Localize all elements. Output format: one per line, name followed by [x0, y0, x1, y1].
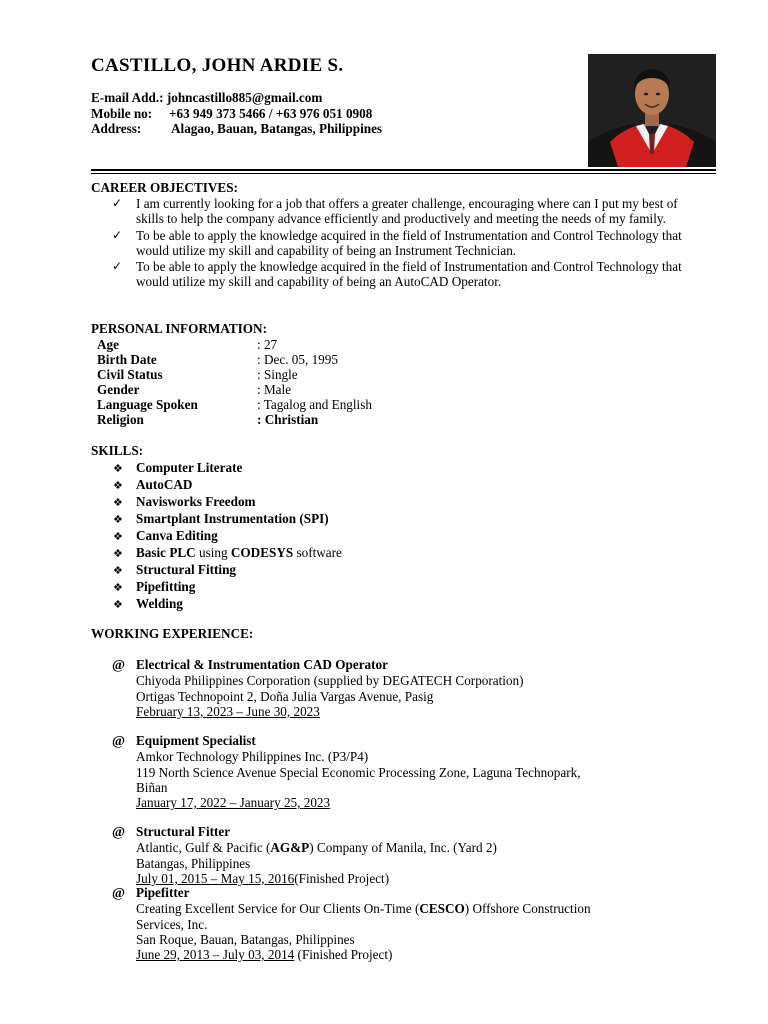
job-company: Chiyoda Philippines Corporation (supplied by DEGATECH Corporation) [136, 673, 524, 689]
personal-info-row [97, 367, 372, 382]
graduation-portrait-image [588, 54, 716, 167]
skill-text: Basic PLC [136, 545, 196, 560]
skill-item [113, 579, 342, 596]
objective-item [112, 259, 692, 290]
skill-item [113, 596, 342, 613]
skill-text: Navisworks Freedom [136, 494, 256, 509]
job-company-abbrev: AG&P [270, 840, 310, 856]
job-dates: January 17, 2022 – January 25, 2023 [136, 795, 331, 811]
personal-info-value: : Dec. 05, 1995 [257, 352, 338, 367]
skill-item [113, 528, 342, 545]
mobile-value: +63 949 373 5466 / +63 976 051 0908 [169, 105, 373, 121]
skill-item [113, 477, 342, 494]
skill-text: Pipefitting [136, 579, 196, 594]
diamond-bullet-icon: ❖ [113, 496, 123, 509]
email-label: E-mail Add.: [91, 90, 164, 105]
career-objectives-heading: CAREER OBJECTIVES: [91, 180, 238, 195]
diamond-bullet-icon: ❖ [113, 564, 123, 577]
check-icon: ✓ [112, 227, 123, 242]
check-icon: ✓ [112, 196, 123, 210]
job-company [112, 840, 497, 855]
job-title: Electrical & Instrumentation CAD Operator [136, 657, 388, 672]
applicant-name: CASTILLO, JOHN ARDIE S. [91, 55, 344, 76]
personal-info-value: : 27 [257, 337, 278, 352]
career-objectives-list [112, 196, 692, 291]
personal-info-key: Age [97, 337, 119, 352]
job-company-abbrev: CESCO [419, 901, 465, 917]
job-title: Equipment Specialist [136, 733, 256, 748]
skill-text-connector: using [195, 545, 231, 560]
job-note: (Finished Project) [294, 870, 390, 886]
job-entry [112, 733, 581, 810]
skill-text: Computer Literate [136, 460, 243, 475]
personal-info-key: Civil Status [97, 367, 163, 382]
skill-text-software: CODESYS [230, 545, 294, 560]
skill-item [113, 460, 342, 477]
diamond-bullet-icon: ❖ [113, 513, 123, 526]
personal-info-row [97, 412, 372, 427]
job-title: Pipefitter [136, 885, 190, 900]
skill-item [113, 545, 342, 562]
job-company-pre: Atlantic, Gulf & Pacific ( [136, 840, 271, 856]
personal-information-heading: PERSONAL INFORMATION: [91, 321, 267, 336]
mobile-row [91, 106, 382, 122]
personal-info-key: Gender [97, 382, 140, 397]
objective-text: To be able to apply the knowledge acquired in the field of Instrumentation and Control Technology that would utilize my skill and capability of being an AutoCAD Operator. [136, 259, 682, 290]
diamond-bullet-icon: ❖ [113, 530, 123, 543]
header-divider-thin [91, 173, 716, 174]
diamond-bullet-icon: ❖ [113, 581, 123, 594]
job-entry [112, 885, 591, 962]
address-row [91, 121, 382, 137]
job-dates: February 13, 2023 – June 30, 2023 [136, 703, 320, 719]
skill-text: Structural Fitting [136, 562, 236, 577]
job-entry [112, 657, 524, 719]
job-company-line2: Services, Inc. [136, 916, 208, 932]
personal-info-key: Language Spoken [97, 397, 198, 412]
skill-text: AutoCAD [136, 477, 193, 492]
at-bullet-icon: @ [112, 886, 126, 901]
personal-info-value: : Single [257, 367, 298, 382]
at-bullet-icon: @ [112, 658, 126, 673]
address-label: Address: [91, 121, 142, 136]
personal-info-row [97, 382, 372, 397]
job-address-line2: Biñan [136, 779, 168, 795]
job-address: Ortigas Technopoint 2, Doña Julia Vargas Avenue, Pasig [136, 688, 434, 704]
job-company-post: ) Offshore Construction [464, 901, 591, 917]
job-address: Batangas, Philippines [136, 855, 251, 871]
personal-info-key: Birth Date [97, 352, 157, 367]
diamond-bullet-icon: ❖ [113, 547, 123, 560]
job-dates: July 01, 2015 – May 15, 2016 [136, 870, 295, 886]
job-company-pre: Creating Excellent Service for Our Clients On-Time ( [136, 901, 420, 917]
diamond-bullet-icon: ❖ [113, 462, 123, 475]
job-company-post: ) Company of Manila, Inc. (Yard 2) [309, 840, 497, 856]
skills-heading: SKILLS: [91, 443, 144, 458]
job-company [112, 901, 591, 916]
job-dates: June 29, 2013 – July 03, 2014 [136, 947, 295, 963]
job-address: San Roque, Bauan, Batangas, Philippines [136, 931, 355, 947]
skills-list [113, 460, 342, 613]
diamond-bullet-icon: ❖ [113, 479, 123, 492]
check-icon: ✓ [112, 259, 123, 274]
personal-info-value: : Christian [257, 412, 319, 427]
personal-info-value: : Tagalog and English [257, 397, 372, 412]
personal-info-row [97, 337, 372, 352]
personal-info-value: : Male [257, 382, 292, 397]
job-address-line1: 119 North Science Avenue Special Economic Processing Zone, Laguna Technopark, [136, 764, 581, 780]
job-note: (Finished Project) [294, 947, 393, 963]
skill-text: Canva Editing [136, 528, 218, 543]
skill-item [113, 494, 342, 511]
skill-text: Smartplant Instrumentation (SPI) [136, 511, 329, 526]
objective-text: I am currently looking for a job that offers a greater challenge, encouraging where can I put my best of skills to help the company advance efficiently and productively and meeting the needs of my family. [136, 196, 678, 227]
job-company: Amkor Technology Philippines Inc. (P3/P4) [136, 749, 369, 765]
personal-info-row [97, 352, 372, 367]
at-bullet-icon: @ [112, 825, 126, 840]
email-row [91, 90, 382, 106]
skill-item [113, 562, 342, 579]
skill-text-suffix: software [293, 545, 342, 560]
contact-block [91, 90, 382, 137]
header-divider-thick [91, 169, 716, 171]
profile-photo [588, 54, 716, 167]
address-value: Alagao, Bauan, Batangas, Philippines [171, 121, 383, 136]
personal-info-row [97, 397, 372, 412]
email-value: johncastillo885@gmail.com [166, 90, 323, 105]
job-entry [112, 824, 497, 886]
personal-info-key: Religion [97, 412, 144, 427]
diamond-bullet-icon: ❖ [113, 598, 123, 611]
objective-item [112, 196, 692, 227]
skill-item [113, 511, 342, 528]
personal-information-table [97, 337, 372, 427]
job-title: Structural Fitter [136, 824, 231, 839]
working-experience-heading: WORKING EXPERIENCE: [91, 626, 254, 641]
mobile-label: Mobile no: [91, 105, 153, 121]
at-bullet-icon: @ [112, 734, 126, 749]
objective-item [112, 228, 692, 259]
skill-text: Welding [136, 596, 183, 611]
objective-text: To be able to apply the knowledge acquired in the field of Instrumentation and Control Technology that would utilize my skill and capability of being an Instrument Technician. [136, 227, 682, 258]
